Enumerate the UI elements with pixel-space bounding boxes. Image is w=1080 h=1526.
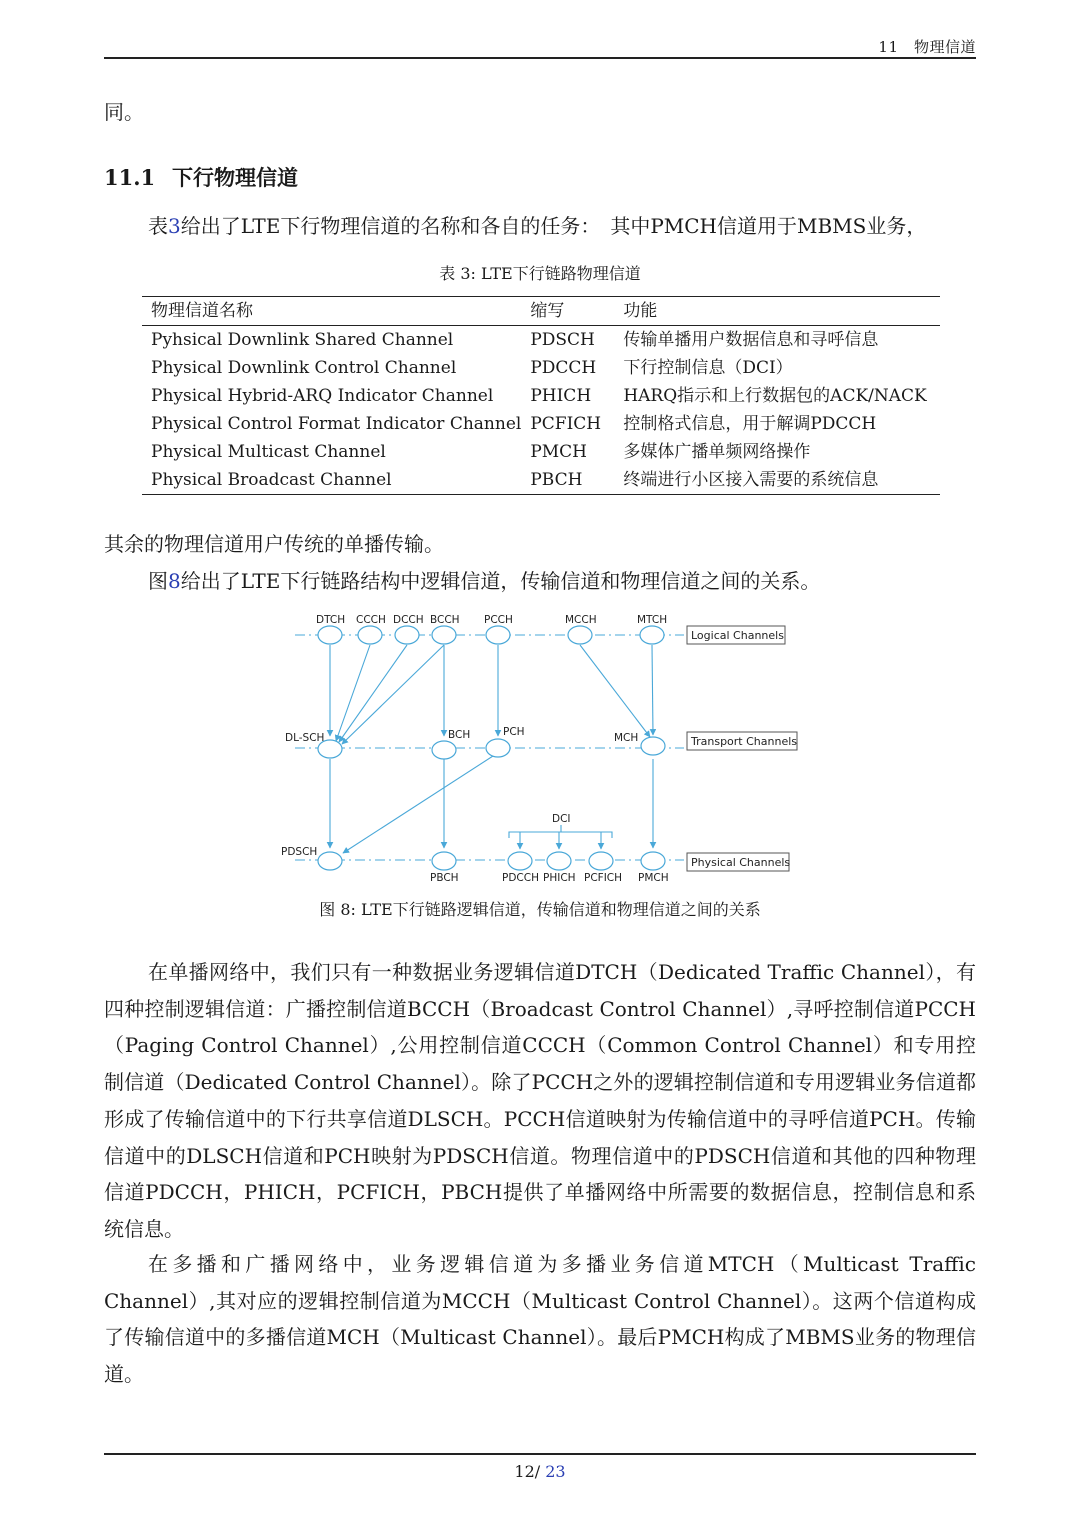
- label-pcfich: PCFICH: [584, 872, 623, 884]
- physical-channels-label: Physical Channels: [691, 856, 791, 869]
- pbch-node: [432, 852, 456, 870]
- cell-abbr: PDSCH: [530, 330, 595, 350]
- figure-ref-link[interactable]: 8: [168, 569, 181, 593]
- dcch-node: [395, 626, 419, 644]
- label-pmch: PMCH: [638, 872, 669, 884]
- col-header-function: 功能: [623, 301, 658, 321]
- pdcch-node: [508, 852, 532, 870]
- cell-function: 控制格式信息，用于解调PDCCH: [623, 414, 877, 434]
- cell-abbr: PCFICH: [530, 414, 602, 434]
- label-mcch: MCCH: [565, 614, 597, 626]
- label-pdsch: PDSCH: [281, 846, 318, 858]
- label-pcch: PCCH: [484, 614, 513, 626]
- cell-name: Physical Downlink Control Channel: [151, 358, 457, 378]
- cell-abbr: PHICH: [530, 386, 592, 406]
- pcfich-node: [589, 852, 613, 870]
- fig-intro-prefix: 图: [148, 569, 168, 593]
- cell-name: Pyhsical Downlink Shared Channel: [151, 330, 454, 350]
- label-pbch: PBCH: [430, 872, 459, 884]
- fig-intro-suffix: 给出了LTE下行链路结构中逻辑信道，传输信道和物理信道之间的关系。: [180, 569, 821, 593]
- cell-name: Physical Broadcast Channel: [151, 470, 392, 490]
- after-table-text: 其余的物理信道用户传统的单播传输。: [104, 532, 444, 556]
- transport-channels-label: Transport Channels: [691, 735, 798, 748]
- arrow-mtch-mch: [652, 645, 653, 735]
- mcch-node: [568, 626, 592, 644]
- cell-function: 传输单播用户数据信息和寻呼信息: [623, 330, 879, 350]
- cell-function: 下行控制信息（DCI）: [623, 358, 793, 378]
- table-caption: 表 3: LTE下行链路物理信道: [439, 264, 641, 283]
- logical-channels-label: Logical Channels: [691, 629, 784, 642]
- label-ccch: CCCH: [356, 614, 386, 626]
- mtch-node: [640, 626, 664, 644]
- pdsch-node: [318, 852, 342, 870]
- dtch-node: [318, 626, 342, 644]
- col-header-name: 物理信道名称: [151, 301, 253, 321]
- arrow-dcch-dlsch: [339, 645, 407, 742]
- arrow-ccch-dlsch: [336, 645, 370, 741]
- label-bch: BCH: [448, 729, 471, 741]
- col-header-abbr: 缩写: [530, 301, 565, 321]
- table-ref-link[interactable]: 3: [168, 214, 181, 238]
- cell-name: Physical Multicast Channel: [151, 442, 386, 462]
- phich-node: [547, 852, 571, 870]
- continuation-text: 同。: [104, 100, 144, 124]
- page-number: [0, 1462, 1080, 1481]
- section-number: 11.1: [104, 165, 156, 190]
- cell-name: Physical Control Format Indicator Channel: [151, 414, 522, 434]
- label-mch: MCH: [614, 732, 639, 744]
- running-header: 11 物理信道: [878, 38, 976, 56]
- cell-function: 终端进行小区接入需要的系统信息: [623, 470, 879, 490]
- arrow-mcch-mch: [580, 645, 650, 737]
- cell-abbr: PDCCH: [530, 358, 597, 378]
- multicast-paragraph: 在多播和广播网络中，业务逻辑信道为多播业务信道MTCH（Multicast Traffic Channel）,其对应的逻辑控制信道为MCCH（Multicast Control Channel）。这两个信道构成了传输信道中的多播信道MCH（Multicast Channel）。最后PMCH构成了MBMS业务的物理信道。: [104, 1252, 976, 1387]
- pcch-node: [486, 626, 510, 644]
- dci-bracket: [509, 832, 612, 838]
- label-mtch: MTCH: [637, 614, 668, 626]
- ccch-node: [358, 626, 382, 644]
- cell-name: Physical Hybrid-ARQ Indicator Channel: [151, 386, 494, 406]
- bcch-node: [432, 626, 456, 644]
- label-dlsch: DL-SCH: [285, 732, 325, 744]
- label-dci: DCI: [552, 813, 571, 825]
- arrow-bcch-dlsch: [342, 645, 444, 744]
- cell-abbr: PBCH: [530, 470, 583, 490]
- bch-node: [432, 741, 456, 759]
- figure-caption: 图 8: LTE下行链路逻辑信道，传输信道和物理信道之间的关系: [319, 900, 761, 919]
- label-dcch: DCCH: [393, 614, 424, 626]
- section-title: 下行物理信道: [172, 165, 298, 190]
- label-dtch: DTCH: [316, 614, 346, 626]
- label-phich: PHICH: [543, 872, 576, 884]
- footer-rule: [104, 1453, 976, 1455]
- total-pages-link[interactable]: 23: [545, 1462, 566, 1481]
- cell-abbr: PMCH: [530, 442, 588, 462]
- intro-prefix: 表: [148, 214, 168, 238]
- mch-node: [641, 737, 665, 755]
- label-bcch: BCCH: [430, 614, 460, 626]
- cell-function: HARQ指示和上行数据包的ACK/NACK: [623, 386, 927, 406]
- current-page: 12/: [514, 1462, 546, 1481]
- cell-function: 多媒体广播单频网络操作: [623, 442, 811, 462]
- arrow-pch-pdsch: [343, 756, 493, 853]
- label-pch: PCH: [503, 726, 525, 738]
- label-pdcch: PDCCH: [502, 872, 539, 884]
- pmch-node: [641, 852, 665, 870]
- pch-node: [486, 739, 510, 757]
- unicast-paragraph: 在单播网络中，我们只有一种数据业务逻辑信道DTCH（Dedicated Traffic Channel），有四种控制逻辑信道：广播控制信道BCCH（Broadcast Control Channel）,寻呼控制信道PCCH（Paging Control Channel）,公用控制信道CCCH（Common Control Channel）和专用控制信道（Dedicated Control Channel）。除了PCCH之外的逻辑控制信道和专用逻辑业务信道都形成了传输信道中的下行共享信道DLSCH。PCCH信道映射为传输信道中的寻呼信道PCH。传输信道中的DLSCH信道和PCH映射为PDSCH信道。物理信道中的PDSCH信道和其他的四种物理信道PDCCH，PHICH，PCFICH，PBCH提供了单播网络中所需要的数据信息，控制信息和系统信息。: [104, 960, 976, 1241]
- intro-suffix: 给出了LTE下行物理信道的名称和各自的任务： 其中PMCH信道用于MBMS业务，: [180, 214, 927, 238]
